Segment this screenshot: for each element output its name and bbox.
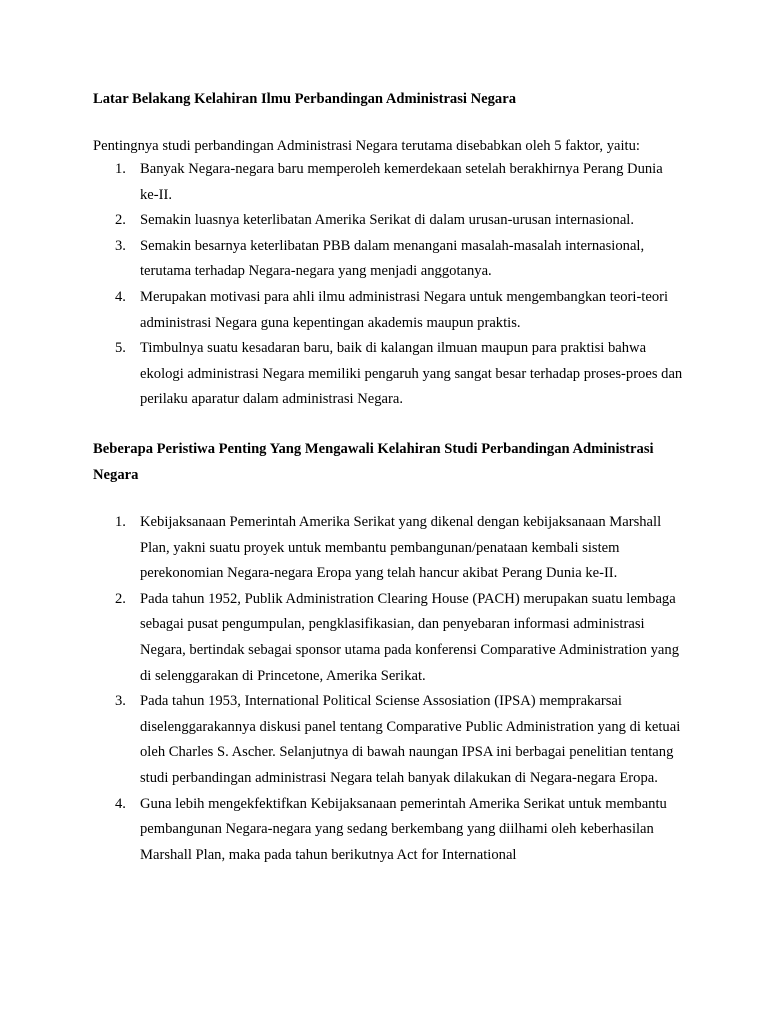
list-item-text: Timbulnya suatu kesadaran baru, baik di kalangan ilmuan maupun para praktisi bahwa ekologi administrasi Negara memiliki pengaruh yang sangat besar terhadap proses-proes dan perilaku aparatur dalam administrasi Negara.	[140, 340, 683, 408]
list-item-number: 2.	[115, 212, 126, 229]
list-item	[93, 208, 683, 234]
section1-title: Latar Belakang Kelahiran Ilmu Perbandingan Administrasi Negara	[93, 91, 516, 107]
list-item	[93, 234, 683, 285]
list-item-number: 3.	[115, 693, 126, 710]
list-item-text: Merupakan motivasi para ahli ilmu administrasi Negara untuk mengembangkan teori-teori administrasi Negara guna kepentingan akademis maupun praktis.	[140, 288, 669, 331]
list-item-number: 4.	[115, 795, 126, 812]
section1-list	[93, 157, 683, 413]
section2-list	[93, 510, 683, 868]
list-item-text: Kebijaksanaan Pemerintah Amerika Serikat yang dikenal dengan kebijaksanaan Marshall Plan, yakni suatu proyek untuk membantu pembangunan/penataan kembali sistem perekonomian Negara-negara Eropa yang telah hancur akibat Perang Dunia ke-II.	[140, 514, 662, 582]
list-item-number: 2.	[115, 590, 126, 607]
list-item-text: Semakin luasnya keterlibatan Amerika Serikat di dalam urusan-urusan internasional.	[140, 212, 635, 229]
list-item-number: 5.	[115, 340, 126, 357]
section2-title: Beberapa Peristiwa Penting Yang Mengawali Kelahiran Studi Perbandingan Administrasi Negara	[93, 441, 654, 483]
list-item-text: Guna lebih mengekfektifkan Kebijaksanaan pemerintah Amerika Serikat untuk membantu pembangunan Negara-negara yang sedang berkembang yang diilhami oleh keberhasilan Marshall Plan, maka pada tahun berikutnya Act for International	[140, 795, 667, 863]
list-item-text: Pada tahun 1952, Publik Administration Clearing House (PACH) merupakan suatu lembaga sebagai pusat pengumpulan, pengklasifikasian, dan penyebaran informasi administrasi Negara, bertindak sebagai sponsor utama pada konferensi Comparative Administration yang di selenggarakan di Princetone, Amerika Serikat.	[140, 590, 679, 684]
list-item-number: 1.	[115, 514, 126, 530]
list-item	[93, 285, 683, 336]
list-item	[93, 510, 683, 587]
list-item	[93, 587, 683, 689]
list-item-text: Semakin besarnya keterlibatan PBB dalam menangani masalah-masalah internasional, terutama terhadap Negara-negara yang menjadi anggotanya.	[140, 237, 645, 280]
list-item-number: 3.	[115, 237, 126, 254]
list-item	[93, 157, 683, 208]
list-item	[93, 336, 683, 413]
list-item	[93, 792, 683, 869]
list-item	[93, 689, 683, 791]
list-item-text: Banyak Negara-negara baru memperoleh kemerdekaan setelah berakhirnya Perang Dunia ke-II.	[140, 161, 663, 203]
list-item-text: Pada tahun 1953, International Political Sciense Assosiation (IPSA) memprakarsai diselenggarakannya diskusi panel tentang Comparative Public Administration yang di ketuai oleh Charles S. Ascher. Selanjutnya di bawah naungan IPSA ini berbagai penelitian tentang studi perbandingan administrasi Negara telah banyak dilakukan di Negara-negara Eropa.	[140, 693, 681, 786]
list-item-number: 1.	[115, 161, 126, 177]
list-item-number: 4.	[115, 288, 126, 305]
section1-intro: Pentingnya studi perbandingan Administrasi Negara terutama disebabkan oleh 5 faktor, yaitu:	[93, 138, 640, 154]
